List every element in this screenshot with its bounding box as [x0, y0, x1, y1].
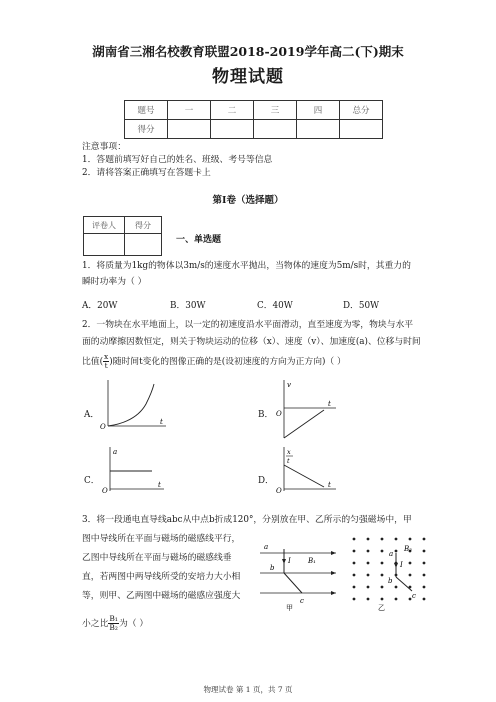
origin-label: O	[100, 423, 106, 430]
q3-last-post: 为（ ）	[118, 619, 149, 629]
origin-label: O	[276, 410, 282, 418]
field-dot	[423, 550, 426, 553]
field-dot	[395, 598, 398, 601]
caption-yi: 乙	[378, 604, 385, 611]
question-3-last-line	[82, 615, 148, 632]
page-footer: 物理试卷 第 1 页，共 7 页	[203, 685, 293, 694]
label-b: b	[388, 577, 393, 585]
graph-a	[98, 378, 168, 430]
field-dot	[381, 574, 384, 577]
fraction-numerator: x	[104, 352, 109, 361]
field-dot	[381, 550, 384, 553]
field-dot	[367, 562, 370, 565]
field-dot	[367, 574, 370, 577]
score-header-cell: 二	[211, 101, 254, 120]
score-cell	[297, 120, 340, 139]
question-1-line: 1．将质量为1kg的物体以3m/s的速度水平抛出，当物体的速度为5m/s时，其重力的	[82, 261, 411, 271]
t-axis-label: t	[158, 481, 161, 489]
field-dot	[409, 538, 412, 541]
exam-title-line2: 物理试题	[212, 67, 284, 87]
grader-cell	[125, 234, 162, 256]
figure-jia	[256, 535, 338, 611]
grader-header-cell: 评卷人	[84, 217, 125, 234]
caption-jia: 甲	[286, 604, 293, 611]
note-item: 1．答题前填写好自己的姓名、班级、考号等信息	[82, 155, 273, 165]
d-axis-denominator: t	[287, 457, 290, 465]
q1-option-a: A．20W	[82, 301, 118, 311]
score-cell	[254, 120, 297, 139]
origin-label: O	[276, 487, 282, 495]
field-dot	[381, 562, 384, 565]
exam-title-line1: 湖南省三湘名校教育联盟2018-2019学年高二(下)期末	[92, 44, 404, 59]
question-1-line: 瞬时功率为（ ）	[82, 277, 147, 287]
field-dot	[353, 586, 356, 589]
field-dot	[381, 586, 384, 589]
fraction-numerator: B₁	[109, 614, 118, 623]
score-header-cell: 一	[168, 101, 211, 120]
score-cell	[340, 120, 383, 139]
field-dot	[367, 550, 370, 553]
grader-header-cell: 得分	[125, 217, 162, 234]
field-dot	[395, 538, 398, 541]
note-item: 2．请将答案正确填写在答题卡上	[82, 168, 211, 178]
t-axis-label: t	[328, 481, 331, 489]
question-3-line: 图中导线所在平面与磁场的磁感线平行，	[82, 534, 241, 544]
q2-option-c-label: C．	[84, 476, 100, 486]
field-dot	[423, 538, 426, 541]
q1-option-b: B．30W	[170, 301, 206, 311]
volume-title: 第I卷（选择题）	[212, 195, 284, 206]
a-axis-label: a	[113, 448, 118, 456]
question-2-line: 面的动摩擦因数恒定，则关于物块运动的位移（x）、速度（v）、加速度(a)、位移与时间	[82, 337, 421, 347]
field-dot	[353, 562, 356, 565]
question-3-line: 直，若两图中两导线所受的安培力大小相	[82, 572, 241, 582]
field-dot	[381, 538, 384, 541]
graph-b	[274, 378, 338, 440]
origin-label: O	[102, 487, 108, 495]
field-dot	[409, 598, 412, 601]
score-header-cell: 题号	[125, 101, 168, 120]
question-3-line: 3．将一段通电直导线abc从中点b折成120°，分别放在甲、乙所示的匀强磁场中，甲	[82, 515, 412, 525]
field-dot	[381, 598, 384, 601]
score-header-cell: 三	[254, 101, 297, 120]
q2-line3-pre: 比值(	[82, 357, 104, 367]
label-b1: B₁	[308, 557, 316, 565]
field-dot	[409, 562, 412, 565]
question-2-line: 2．一物块在水平地面上，以一定的初速度沿水平面滑动，直至速度为零，物块与水平	[82, 320, 414, 330]
grader-table	[83, 216, 162, 256]
field-dot	[423, 562, 426, 565]
v-axis-label: v	[287, 381, 291, 389]
field-dot	[423, 586, 426, 589]
field-dot	[395, 550, 398, 553]
q2-option-b-label: B．	[258, 410, 274, 420]
section-title: 一、单选题	[176, 235, 222, 245]
field-dot	[367, 598, 370, 601]
grader-cell	[84, 234, 125, 256]
field-dot	[353, 598, 356, 601]
score-cell	[211, 120, 254, 139]
figure-yi	[346, 533, 430, 611]
label-a: a	[389, 550, 394, 558]
score-header-cell: 总分	[340, 101, 383, 120]
field-dot	[353, 550, 356, 553]
field-dot	[395, 586, 398, 589]
field-dot	[423, 574, 426, 577]
fraction-denominator: t	[104, 361, 108, 370]
field-dot	[353, 538, 356, 541]
label-c: c	[300, 597, 304, 605]
label-b: b	[270, 564, 275, 572]
score-table	[124, 100, 383, 139]
graph-c	[100, 445, 166, 495]
q1-option-d: D．50W	[343, 301, 380, 311]
t-axis-label: t	[328, 400, 331, 408]
t-axis-label: t	[160, 418, 163, 426]
label-current: I	[288, 557, 291, 565]
notes-heading: 注意事项：	[82, 142, 126, 152]
q3-fraction	[108, 615, 119, 632]
q1-option-c: C．40W	[257, 301, 293, 311]
question-2-line3	[82, 353, 346, 370]
magnetic-field-dots	[353, 538, 426, 601]
label-current: I	[400, 561, 403, 569]
q2-option-d-label: D．	[258, 476, 274, 486]
q2-option-a-label: A．	[84, 410, 100, 420]
question-3-line: 乙图中导线所在平面与磁场的磁感线垂	[82, 553, 232, 563]
field-dot	[353, 574, 356, 577]
label-a: a	[264, 543, 269, 551]
q3-last-pre: 小之比	[82, 619, 109, 629]
score-row-label: 得分	[125, 120, 168, 139]
fraction-denominator: B₂	[109, 623, 118, 632]
field-dot	[423, 598, 426, 601]
graph-d	[274, 445, 338, 495]
score-cell	[168, 120, 211, 139]
field-dot	[367, 538, 370, 541]
question-3-line: 等，则甲、乙两图中磁场的磁感应强度大	[82, 591, 241, 601]
d-axis-numerator: x	[287, 448, 291, 456]
score-header-cell: 四	[297, 101, 340, 120]
field-dot	[409, 574, 412, 577]
label-b2: B₂	[404, 545, 412, 553]
label-c: c	[412, 592, 416, 600]
field-dot	[367, 586, 370, 589]
q2-line3-post: )随时间t变化的图像正确的是(设初速度的方向为正方向)（ ）	[109, 357, 346, 367]
